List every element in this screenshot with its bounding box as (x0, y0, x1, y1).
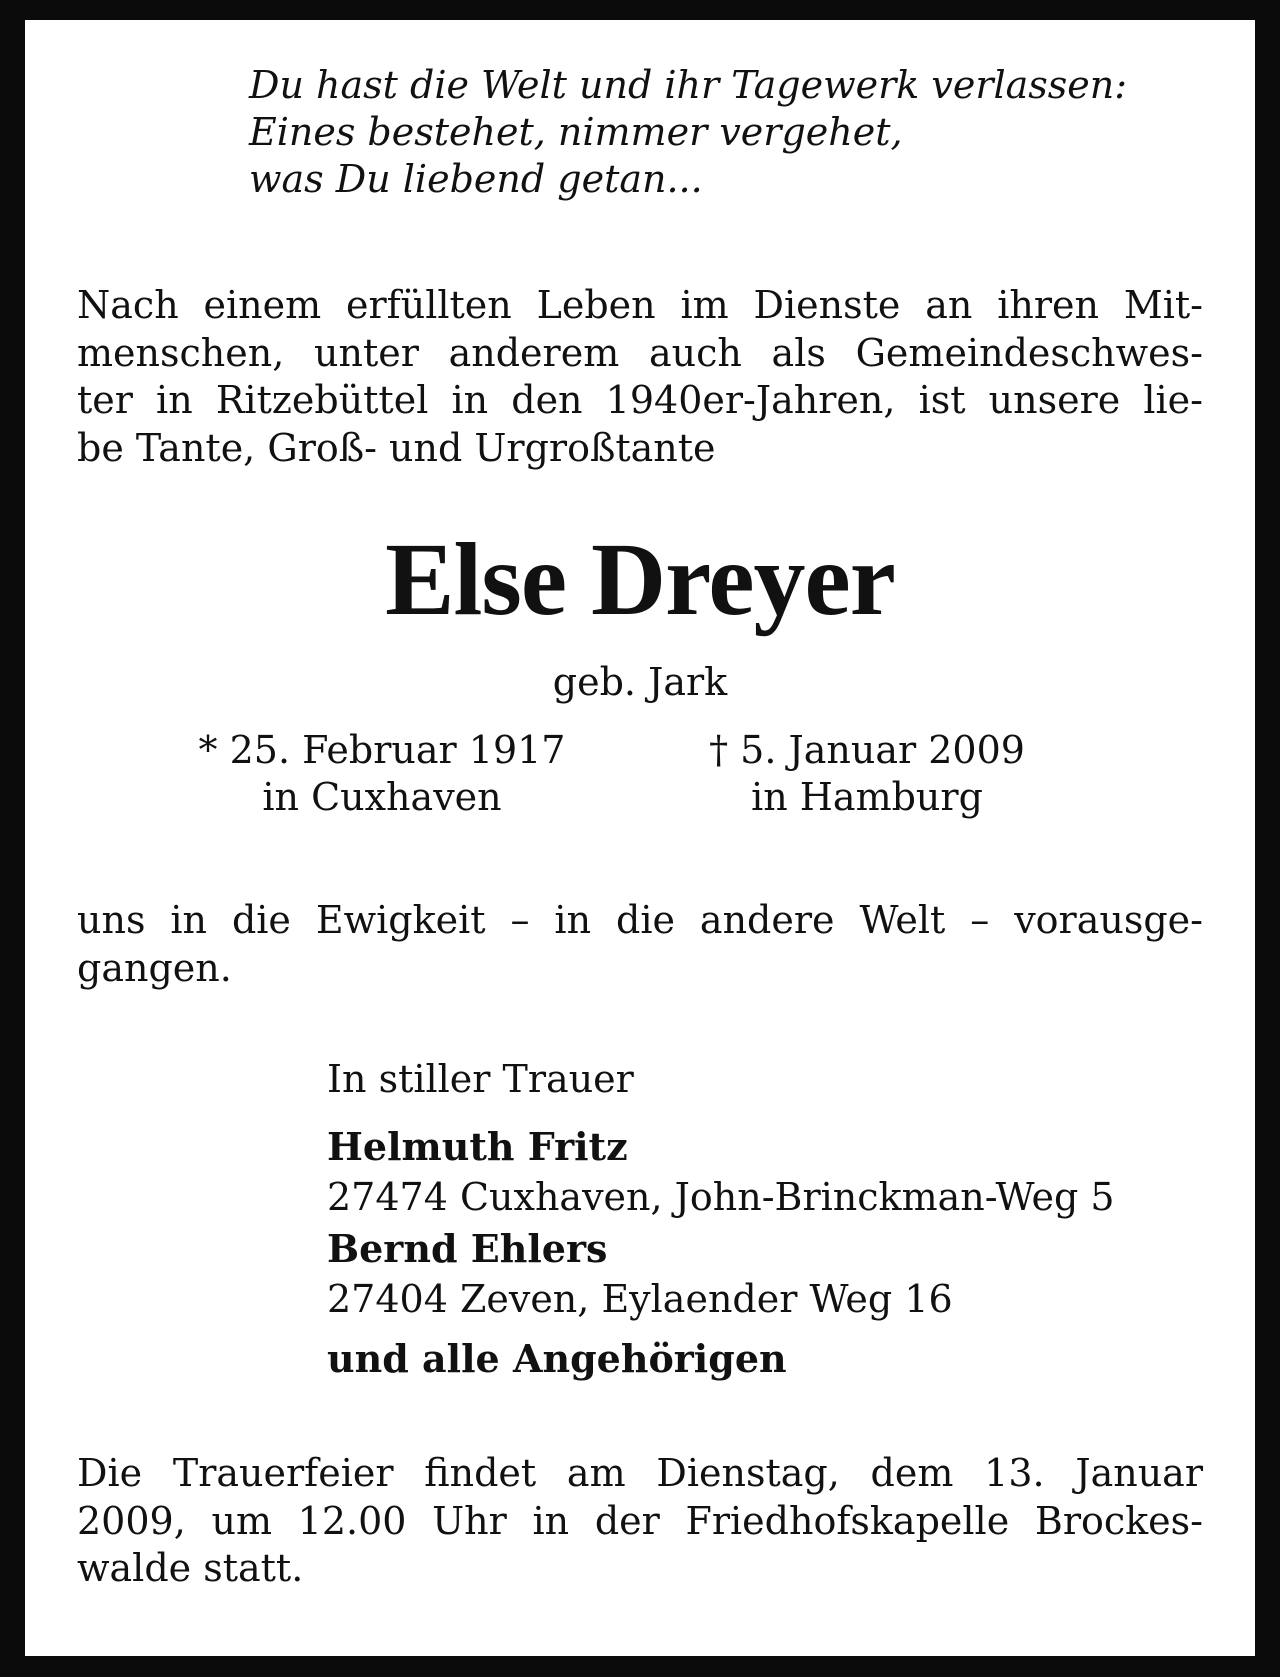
service-line: 2009, um 12.00 Uhr in der Friedhofskapelle Brockes- (77, 1498, 1203, 1543)
death-place: in Hamburg (751, 775, 983, 819)
death-info (657, 727, 1077, 821)
mourners-block (327, 1053, 1227, 1384)
mourner-name: Bernd Ehlers (327, 1226, 608, 1271)
service-line: walde statt. (77, 1546, 304, 1590)
maiden-name: geb. Jark (552, 660, 728, 704)
mourner-address: 27474 Cuxhaven, John-Brinckman-Weg 5 (327, 1175, 1115, 1219)
intro-line: Nach einem erfüllten Leben im Dienste an ihren Mit- (77, 283, 1203, 327)
service-line: Die Trauerfeier findet am Dienstag, dem 13. Januar (77, 1451, 1203, 1495)
intro-paragraph (77, 282, 1203, 472)
poem-line: Eines bestehet, nimmer vergehet, (249, 110, 903, 154)
birth-place: in Cuxhaven (262, 775, 502, 819)
mourner-name: Helmuth Fritz (327, 1124, 628, 1169)
birth-date: * 25. Februar 1917 (198, 728, 566, 772)
intro-line: menschen, unter anderem auch als Gemeindeschwes- (77, 330, 1203, 375)
death-date: † 5. Januar 2009 (709, 728, 1025, 772)
deceased-name: Else Dreyer (385, 522, 895, 637)
birth-info (172, 727, 592, 821)
poem-line: was Du liebend getan... (249, 157, 703, 201)
mourner-address: 27404 Zeven, Eylaender Weg 16 (327, 1277, 953, 1321)
outro-paragraph (77, 897, 1203, 992)
intro-line: ter in Ritzebüttel in den 1940er-Jahren, ist unsere lie- (77, 378, 1203, 422)
outro-line: uns in die Ewigkeit – in die andere Welt – vorausge- (77, 898, 1203, 942)
intro-line: be Tante, Groß- und Urgroßtante (77, 425, 716, 470)
poem-line: Du hast die Welt und ihr Tagewerk verlassen: (249, 63, 1128, 107)
outro-line: gangen. (77, 945, 232, 990)
poem (249, 62, 1229, 203)
service-paragraph (77, 1450, 1203, 1593)
mourning-lead: In stiller Trauer (327, 1057, 634, 1101)
mourners-closing: und alle Angehörigen (327, 1336, 787, 1381)
